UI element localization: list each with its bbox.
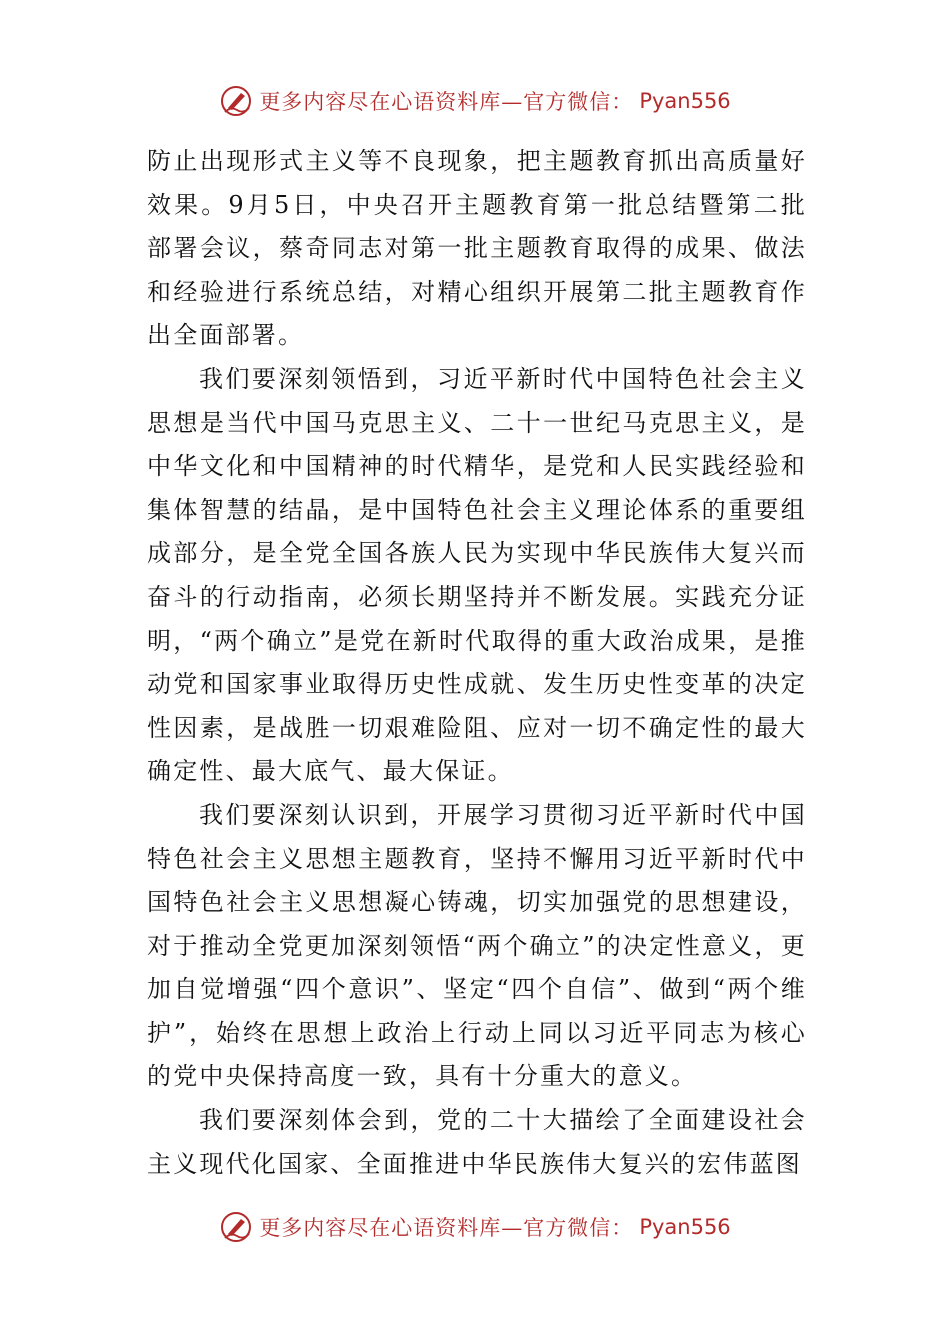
pen-scroll-logo-icon bbox=[219, 84, 253, 118]
watermark-wechat-id: Pyan556 bbox=[639, 1215, 731, 1239]
header-watermark bbox=[0, 84, 950, 118]
watermark-wechat-id: Pyan556 bbox=[639, 89, 731, 113]
paragraph: 我们要深刻认识到，开展学习贯彻习近平新时代中国特色社会主义思想主题教育，坚持不懈用习近平新时代中国特色社会主义思想凝心铸魂，切实加强党的思想建设，对于推动全党更加深刻领悟“两个确立”的决定性意义，更加自觉增强“四个意识”、坚定“四个自信”、做到“两个维护”，始终在思想上政治上行动上同以习近平同志为核心的党中央保持高度一致，具有十分重大的意义。 bbox=[147, 800, 807, 1091]
pen-scroll-logo-icon bbox=[219, 1210, 253, 1244]
paragraph: 我们要深刻体会到，党的二十大描绘了全面建设社会主义现代化国家、全面推进中华民族伟大复兴的宏伟蓝图 bbox=[147, 1106, 807, 1178]
paragraph: 我们要深刻领悟到，习近平新时代中国特色社会主义思想是当代中国马克思主义、二十一世纪马克思主义，是中华文化和中国精神的时代精华，是党和人民实践经验和集体智慧的结晶，是中国特色社会主义理论体系的重要组成部分，是全党全国各族人民为实现中华民族伟大复兴而奋斗的行动指南，必须长期坚持并不断发展。实践充分证明，“两个确立”是党在新时代取得的重大政治成果，是推动党和国家事业取得历史性成就、发生历史性变革的决定性因素，是战胜一切艰难险阻、应对一切不确定性的最大确定性、最大底气、最大保证。 bbox=[147, 364, 807, 786]
watermark-text: 更多内容尽在心语资料库—官方微信： bbox=[259, 1216, 634, 1240]
footer-watermark bbox=[0, 1210, 950, 1244]
paragraph-continued: 防止出现形式主义等不良现象，把主题教育抓出高质量好效果。9月5日，中央召开主题教育第一批总结暨第二批部署会议，蔡奇同志对第一批主题教育取得的成果、做法和经验进行系统总结，对精心组织开展第二批主题教育作出全面部署。 bbox=[147, 147, 807, 350]
watermark-text: 更多内容尽在心语资料库—官方微信： bbox=[259, 90, 634, 114]
document-body bbox=[147, 140, 807, 1186]
